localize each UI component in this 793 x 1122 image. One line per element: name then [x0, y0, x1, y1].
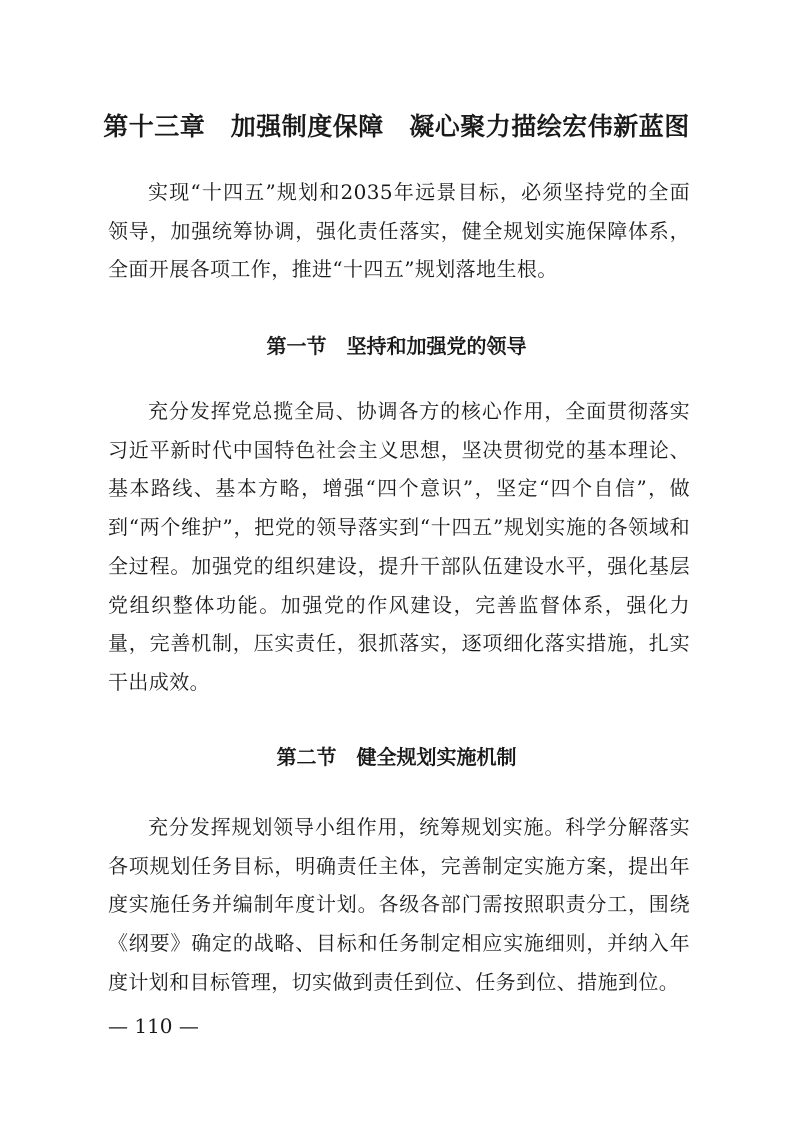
- section-2-title: 第二节 健全规划实施机制: [276, 745, 517, 769]
- chapter-title: 第十三章 加强制度保障 凝心聚力描绘宏伟新蓝图: [103, 112, 690, 141]
- chapter-intro-paragraph: 实现“十四五”规划和2035年远景目标，必须坚持党的全面领导，加强统筹协调，强化责任落实，健全规划实施保障体系，全面开展各项工作，推进“十四五”规划落地生根。: [108, 180, 690, 282]
- page-number: — 110 —: [108, 1014, 199, 1038]
- section-1-title: 第一节 坚持和加强党的领导: [266, 334, 527, 358]
- section-1-paragraph: 充分发挥党总揽全局、协调各方的核心作用，全面贯彻落实习近平新时代中国特色社会主义思想，坚决贯彻党的基本理论、基本路线、基本方略，增强“四个意识”，坚定“四个自信”，做到“两个维护”，把党的领导落实到“十四五”规划实施的各领域和全过程。加强党的组织建设，提升干部队伍建设水平，强化基层党组织整体功能。加强党的作风建设，完善监督体系，强化力量，完善机制，压实责任，狠抓落实，逐项细化落实措施，扎实干出成效。: [108, 399, 690, 694]
- section-2-paragraph: 充分发挥规划领导小组作用，统筹规划实施。科学分解落实各项规划任务目标，明确责任主体，完善制定实施方案，提出年度实施任务并编制年度计划。各级各部门需按照职责分工，围绕《纲要》确定的战略、目标和任务制定相应实施细则，并纳入年度计划和目标管理，切实做到责任到位、任务到位、措施到位。: [108, 815, 690, 994]
